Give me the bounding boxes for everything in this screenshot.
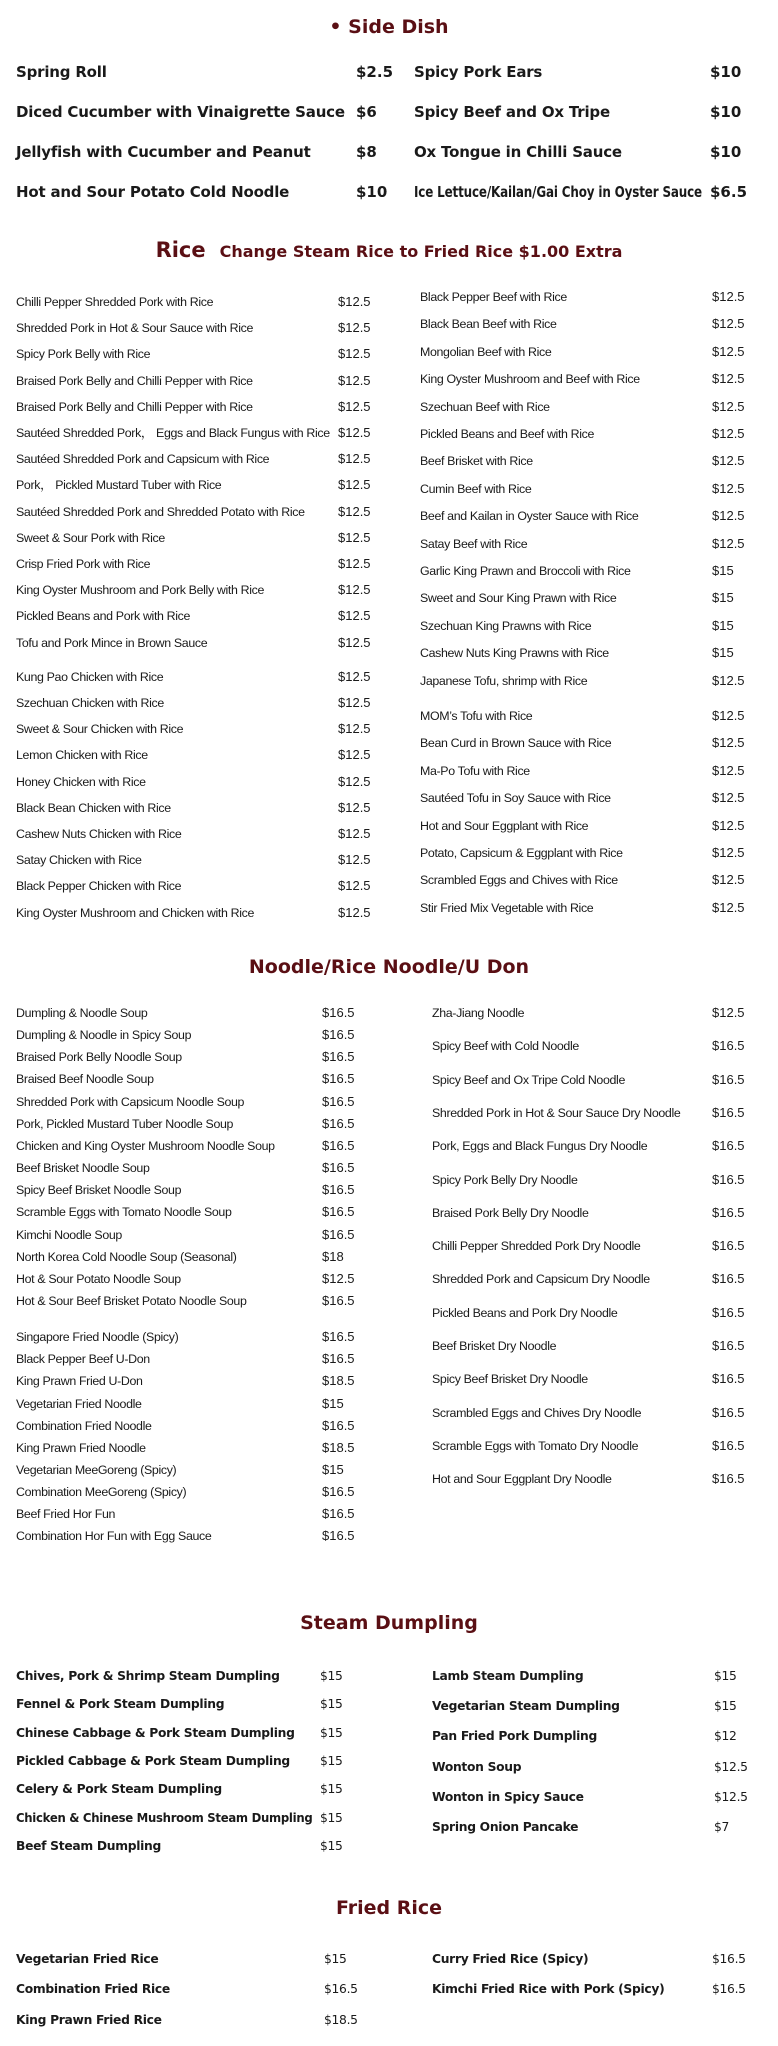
menu-item-price: $16.5 [712, 1204, 745, 1220]
menu-item-name: Hot and Sour Eggplant Dry Noodle [432, 1472, 612, 1487]
menu-item-price: $12.5 [712, 872, 745, 888]
menu-item-price: $12.5 [712, 672, 745, 688]
menu-item-price: $12.5 [712, 508, 745, 524]
menu-item-price: $16.5 [324, 1982, 358, 1997]
menu-item-name: Sweet & Sour Pork with Rice [16, 530, 165, 545]
menu-item-price: $16.5 [712, 1238, 745, 1254]
menu-item-name: Diced Cucumber with Vinaigrette Sauce [16, 103, 345, 121]
menu-item-price: $12.5 [712, 735, 745, 751]
menu-item-price: $12.5 [712, 343, 745, 359]
menu-item-name: Wonton Soup [432, 1759, 522, 1774]
menu-item-price: $12.5 [322, 1270, 355, 1286]
menu-item-price: $12.5 [338, 346, 371, 362]
menu-item-name: Dumpling & Noodle in Spicy Soup [16, 1028, 192, 1043]
menu-item-name: Shredded Pork in Hot & Sour Sauce with Rice [16, 321, 254, 336]
menu-item-name: Fennel & Pork Steam Dumpling [16, 1697, 225, 1712]
menu-item-price: $18.5 [322, 1373, 355, 1389]
menu-item-name: Ox Tongue in Chilli Sauce [414, 143, 622, 161]
menu-item-name: Braised Pork Belly Noodle Soup [16, 1050, 182, 1065]
menu-item-price: $16.5 [712, 1338, 745, 1353]
menu-item-price: $12.5 [338, 529, 371, 545]
menu-item-price: $12.5 [338, 695, 371, 710]
menu-item-name: Combination Hor Fun with Egg Sauce [16, 1529, 212, 1544]
menu-item-price: $12.5 [338, 608, 371, 624]
menu-item-name: Sautéed Shredded Pork and Capsicum with Rice [16, 452, 270, 467]
menu-item-name: Pork, Pickled Mustard Tuber Noodle Soup [16, 1116, 234, 1131]
menu-item-price: $15 [320, 1697, 343, 1712]
menu-item-name: King Prawn Fried Noodle [16, 1440, 146, 1455]
rice-subtitle: Change Steam Rice to Fried Rice $1.00 Extra [219, 242, 623, 261]
menu-item-name: Combination Fried Noodle [16, 1418, 152, 1433]
menu-item-price: $16.5 [322, 1528, 355, 1544]
menu-item-price: $12.5 [338, 799, 371, 815]
menu-item-price: $12.5 [338, 668, 371, 684]
menu-item-name: Pickled Beans and Pork with Rice [16, 609, 191, 624]
menu-item-name: Black Pepper Beef with Rice [420, 290, 567, 304]
menu-item-name: Spring Roll [16, 63, 107, 81]
menu-item-price: $15 [714, 1669, 737, 1683]
menu-item-price: $10 [710, 103, 742, 121]
menu-item-price: $12.5 [338, 904, 371, 920]
menu-item-price: $12.5 [712, 845, 745, 860]
menu-item-price: $16.5 [322, 1204, 355, 1220]
menu-item-price: $12.5 [338, 294, 371, 309]
menu-item-name: Kimchi Noodle Soup [16, 1227, 122, 1242]
menu-item-name: Lamb Steam Dumpling [432, 1669, 584, 1683]
menu-item-price: $16.5 [712, 1982, 746, 1997]
menu-item-price: $8 [356, 143, 377, 161]
menu-item-name: Beef and Kailan in Oyster Sauce with Rice [420, 509, 639, 524]
menu-item-name: Pickled Beans and Pork Dry Noodle [432, 1305, 618, 1320]
menu-item-name: Beef Brisket Dry Noodle [432, 1339, 557, 1353]
menu-item-name: Braised Pork Belly and Chilli Pepper with Rice [16, 399, 253, 414]
menu-item-name: Wonton in Spicy Sauce [432, 1789, 584, 1804]
menu-item-name: Stir Fried Mix Vegetable with Rice [420, 900, 594, 915]
menu-item-price: $12.5 [338, 372, 371, 388]
menu-item-price: $12.5 [712, 398, 745, 414]
menu-item-price: $16.5 [322, 1484, 355, 1500]
menu-item-price: $12.5 [338, 451, 371, 467]
menu-item-price: $12.5 [338, 852, 371, 868]
menu-item-price: $12.5 [338, 878, 371, 894]
menu-item-price: $12.5 [338, 556, 371, 571]
menu-item-name: Japanese Tofu, shrimp with Rice [420, 673, 588, 688]
menu-item-name: Dumpling & Noodle Soup [16, 1006, 148, 1020]
menu-item-price: $12.5 [338, 477, 371, 493]
menu-item-name: Cumin Beef with Rice [420, 481, 532, 496]
menu-item-price: $12.5 [712, 535, 745, 551]
menu-item-name: Satay Chicken with Rice [16, 853, 142, 868]
menu-item-name: Celery & Pork Steam Dumpling [16, 1782, 222, 1797]
menu-item-price: $10 [710, 143, 742, 161]
menu-item-name: Sautéed Shredded Pork and Shredded Potato with Rice [16, 504, 305, 519]
menu-item-price: $2.5 [356, 63, 394, 81]
menu-item-name: Potato, Capsicum & Eggplant with Rice [420, 846, 623, 860]
menu-item-name: Spicy Beef and Ox Tripe [414, 103, 610, 121]
menu-item-name: Chives, Pork & Shrimp Steam Dumpling [16, 1669, 280, 1683]
menu-item-price: $16.5 [712, 1437, 745, 1453]
noodle-title: Noodle/Rice Noodle/U Don [248, 956, 530, 978]
menu-item-price: $12.5 [714, 1789, 748, 1804]
menu-item-name: Vegetarian Steam Dumpling [432, 1699, 620, 1714]
menu-item-price: $16.5 [322, 1417, 355, 1433]
menu-item-price: $16.5 [322, 1115, 355, 1131]
menu-item-price: $15 [712, 617, 734, 633]
menu-item-price: $16.5 [712, 1471, 745, 1487]
menu-item-name: Pan Fried Pork Dumpling [432, 1729, 597, 1744]
menu-item-price: $12.5 [338, 398, 371, 414]
menu-item-name: Hot and Sour Eggplant with Rice [420, 818, 589, 833]
menu-item-name: Chinese Cabbage & Pork Steam Dumpling [16, 1725, 295, 1740]
menu-item-price: $12.5 [712, 426, 745, 441]
menu-item-name: Vegetarian Fried Rice [16, 1952, 159, 1966]
menu-item-name: Kimchi Fried Rice with Pork (Spicy) [432, 1982, 665, 1997]
menu-item-price: $16.5 [322, 1005, 355, 1020]
menu-item-name: Shredded Pork and Capsicum Dry Noodle [432, 1272, 650, 1287]
menu-item-price: $15 [320, 1810, 343, 1825]
menu-item-price: $16.5 [322, 1292, 355, 1308]
menu-item-name: Beef Brisket Noodle Soup [16, 1161, 150, 1176]
menu-item-price: $16.5 [712, 1138, 745, 1154]
menu-item-name: Cashew Nuts Chicken with Rice [16, 827, 182, 841]
menu-item-name: MOM’s Tofu with Rice [420, 709, 533, 723]
menu-item-name: King Oyster Mushroom and Chicken with Rice [16, 905, 255, 920]
menu-item-name: Combination MeeGoreng (Spicy) [16, 1485, 187, 1500]
menu-item-name: Spicy Pork Belly Dry Noodle [432, 1172, 578, 1187]
menu-item-name: North Korea Cold Noodle Soup (Seasonal) [16, 1249, 237, 1264]
menu-item-price: $12.5 [712, 289, 745, 304]
menu-item-price: $12.5 [338, 425, 371, 440]
menu-item-price: $12.5 [712, 316, 745, 332]
menu-item-name: Szechuan Chicken with Rice [16, 696, 164, 710]
menu-item-name: Hot & Sour Beef Brisket Potato Noodle Soup [16, 1293, 247, 1308]
menu-item-name: Shredded Pork in Hot & Sour Sauce Dry Noodle [432, 1105, 681, 1120]
menu-item-name: Pickled Cabbage & Pork Steam Dumpling [16, 1753, 290, 1768]
menu-item-price: $18.5 [324, 2012, 358, 2027]
menu-item-price: $10 [356, 183, 388, 201]
menu-item-name: Sweet & Sour Chicken with Rice [16, 722, 184, 737]
rice-heading: Rice [155, 238, 206, 262]
menu-item-name: Beef Fried Hor Fun [16, 1507, 116, 1522]
menu-item-name: Pickled Beans and Beef with Rice [420, 427, 595, 441]
menu-item-name: Honey Chicken with Rice [16, 774, 146, 789]
menu-item-name: Black Bean Chicken with Rice [16, 800, 171, 815]
menu-item-price: $16.5 [322, 1027, 355, 1043]
menu-item-name: Szechuan Beef with Rice [420, 399, 550, 414]
menu-item-name: Scrambled Eggs and Chives with Rice [420, 873, 618, 888]
menu-item-name: King Oyster Mushroom and Pork Belly with Rice [16, 583, 264, 598]
menu-item-name: King Prawn Fried Rice [16, 2012, 162, 2027]
menu-item-price: $16.5 [322, 1182, 355, 1198]
menu-item-name: Hot & Sour Potato Noodle Soup [16, 1271, 181, 1286]
menu-item-price: $15 [320, 1782, 343, 1797]
menu-item-price: $12.5 [712, 1005, 745, 1020]
menu-item-name: Chicken & Chinese Mushroom Steam Dumpling [16, 1810, 313, 1825]
menu-item-price: $12.5 [338, 320, 371, 336]
menu-item-price: $12.5 [712, 371, 745, 387]
menu-item-price: $12.5 [338, 773, 371, 789]
menu-item-price: $16.5 [712, 1404, 745, 1420]
menu-item-name: Pork, Eggs and Black Fungus Dry Noodle [432, 1139, 648, 1154]
menu-item-price: $12.5 [338, 747, 371, 763]
menu-item-name: Beef Steam Dumpling [16, 1838, 162, 1853]
menu-item-name: Braised Pork Belly and Chilli Pepper with Rice [16, 373, 253, 388]
menu-item-price: $12.5 [338, 826, 371, 841]
menu-item-name: Pork， Pickled Mustard Tuber with Rice [16, 478, 222, 493]
menu-item-name: Black Pepper Chicken with Rice [16, 879, 182, 894]
menu-item-name: Braised Pork Belly Dry Noodle [432, 1205, 589, 1220]
menu-item-name: Bean Curd in Brown Sauce with Rice [420, 736, 612, 751]
menu-item-name: Kung Pao Chicken with Rice [16, 669, 164, 684]
menu-item-price: $18 [322, 1248, 344, 1264]
menu-item-price: $16.5 [712, 1304, 745, 1320]
menu-item-price: $16.5 [712, 1038, 745, 1054]
menu-item-name: Chilli Pepper Shredded Pork with Rice [16, 295, 214, 309]
side-dish-title: • Side Dish [329, 16, 449, 38]
menu-item-name: Spicy Pork Belly with Rice [16, 347, 151, 362]
menu-item-name: Black Bean Beef with Rice [420, 317, 557, 332]
menu-item-name: Curry Fried Rice (Spicy) [432, 1952, 589, 1966]
menu-item-name: Scrambled Eggs and Chives Dry Noodle [432, 1405, 642, 1420]
menu-item-price: $12.5 [714, 1759, 748, 1774]
menu-item-price: $15 [320, 1753, 343, 1768]
menu-item-name: Vegetarian Fried Noodle [16, 1396, 142, 1411]
menu-item-name: Vegetarian MeeGoreng (Spicy) [16, 1463, 177, 1477]
menu-item-name: Beef Brisket with Rice [420, 454, 533, 469]
menu-item-price: $15 [320, 1725, 343, 1740]
menu-item-name: Shredded Pork with Capsicum Noodle Soup [16, 1094, 245, 1109]
menu-item-name: Spring Onion Pancake [432, 1820, 579, 1834]
menu-item-name: Tofu and Pork Mince in Brown Sauce [16, 635, 208, 650]
menu-item-name: Spicy Beef with Cold Noodle [432, 1039, 579, 1054]
fried-rice-title: Fried Rice [335, 1897, 443, 1919]
menu-item-name: Crisp Fried Pork with Rice [16, 557, 151, 571]
menu-item-price: $6.5 [710, 183, 748, 201]
menu-item-name: Szechuan King Prawns with Rice [420, 618, 592, 633]
menu-item-price: $15 [322, 1462, 344, 1477]
menu-item-price: $18.5 [322, 1439, 355, 1455]
menu-item-name: Chilli Pepper Shredded Pork Dry Noodle [432, 1239, 641, 1254]
menu-item-price: $16.5 [322, 1351, 355, 1367]
menu-item-price: $15 [324, 1952, 347, 1966]
menu-item-name: Cashew Nuts King Prawns with Rice [420, 646, 609, 661]
menu-item-price: $12.5 [338, 721, 371, 737]
menu-item-name: Scramble Eggs with Tomato Noodle Soup [16, 1205, 232, 1220]
menu-item-name: Mongolian Beef with Rice [420, 344, 552, 359]
menu-item-name: Spicy Pork Ears [414, 63, 543, 81]
menu-item-price: $16.5 [712, 1952, 746, 1966]
menu-item-price: $12.5 [712, 790, 745, 806]
menu-item-name: Lemon Chicken with Rice [16, 748, 148, 763]
menu-item-price: $16.5 [322, 1049, 355, 1065]
menu-item-price: $12.5 [712, 899, 745, 915]
menu-item-price: $15 [712, 563, 734, 578]
menu-item-name: Spicy Beef Brisket Noodle Soup [16, 1183, 182, 1198]
menu-item-price: $12.5 [338, 634, 371, 650]
menu-item-price: $16.5 [322, 1093, 355, 1109]
menu-item-name: Zha-Jiang Noodle [432, 1006, 525, 1020]
menu-item-name: Sautéed Shredded Pork， Eggs and Black Fungus with Rice [16, 426, 330, 440]
menu-item-name: Hot and Sour Potato Cold Noodle [16, 183, 290, 201]
menu-item-price: $12.5 [712, 762, 745, 778]
menu-item-price: $15 [714, 1699, 737, 1714]
menu-item-name: Satay Beef with Rice [420, 536, 528, 551]
menu-item-price: $16.5 [712, 1104, 745, 1120]
menu-item-price: $12.5 [712, 480, 745, 496]
menu-item-price: $16.5 [712, 1271, 745, 1287]
menu-item-name: Sautéed Tofu in Soy Sauce with Rice [420, 791, 611, 806]
menu-item-price: $15 [712, 590, 734, 606]
dumpling-title: Steam Dumpling [300, 1612, 478, 1634]
menu-item-price: $16.5 [712, 1071, 745, 1087]
menu-item-name: Chicken and King Oyster Mushroom Noodle Soup [16, 1138, 275, 1153]
menu-item-price: $16.5 [322, 1506, 355, 1522]
menu-item-price: $16.5 [322, 1160, 355, 1176]
rice-title [0, 238, 778, 262]
menu-item-name: Ma-Po Tofu with Rice [420, 763, 530, 778]
menu-item-name: Jellyfish with Cucumber and Peanut [16, 143, 311, 161]
menu-item-name: Sweet and Sour King Prawn with Rice [420, 591, 617, 606]
menu-item-price: $15 [712, 645, 734, 661]
menu-item-name: Spicy Beef Brisket Dry Noodle [432, 1372, 588, 1387]
menu-item-price: $15 [320, 1838, 343, 1853]
menu-item-price: $12 [714, 1729, 737, 1744]
menu-item-price: $12.5 [338, 503, 371, 519]
menu-item-price: $16.5 [322, 1137, 355, 1153]
menu-item-price: $16.5 [322, 1071, 355, 1087]
menu-item-name: Garlic King Prawn and Broccoli with Rice [420, 564, 631, 578]
menu-item-name: Braised Beef Noodle Soup [16, 1072, 154, 1087]
menu-item-price: $15 [322, 1395, 344, 1411]
menu-item-price: $6 [356, 103, 377, 121]
menu-item-price: $10 [710, 63, 742, 81]
menu-item-price: $12.5 [712, 453, 745, 469]
menu-item-name: King Prawn Fried U-Don [16, 1374, 143, 1389]
menu-item-price: $16.5 [322, 1329, 355, 1345]
menu-item-price: $12.5 [338, 582, 371, 598]
menu-item-name: Black Pepper Beef U-Don [16, 1352, 150, 1367]
menu-item-name: Spicy Beef and Ox Tripe Cold Noodle [432, 1072, 625, 1087]
menu-item-name: Singapore Fried Noodle (Spicy) [16, 1330, 179, 1345]
menu-item-price: $12.5 [712, 708, 745, 723]
menu-item-name: Scramble Eggs with Tomato Dry Noodle [432, 1438, 639, 1453]
menu-item-name: Ice Lettuce/Kailan/Gai Choy in Oyster Sauce [414, 183, 702, 201]
menu-item-price: $16.5 [322, 1226, 355, 1242]
menu-item-name: King Oyster Mushroom and Beef with Rice [420, 372, 640, 387]
menu-item-name: Combination Fried Rice [16, 1982, 170, 1997]
menu-item-price: $7 [714, 1820, 730, 1834]
menu-item-price: $15 [320, 1669, 343, 1683]
menu-item-price: $16.5 [712, 1371, 745, 1387]
menu-item-price: $12.5 [712, 817, 745, 833]
menu-item-price: $16.5 [712, 1171, 745, 1187]
